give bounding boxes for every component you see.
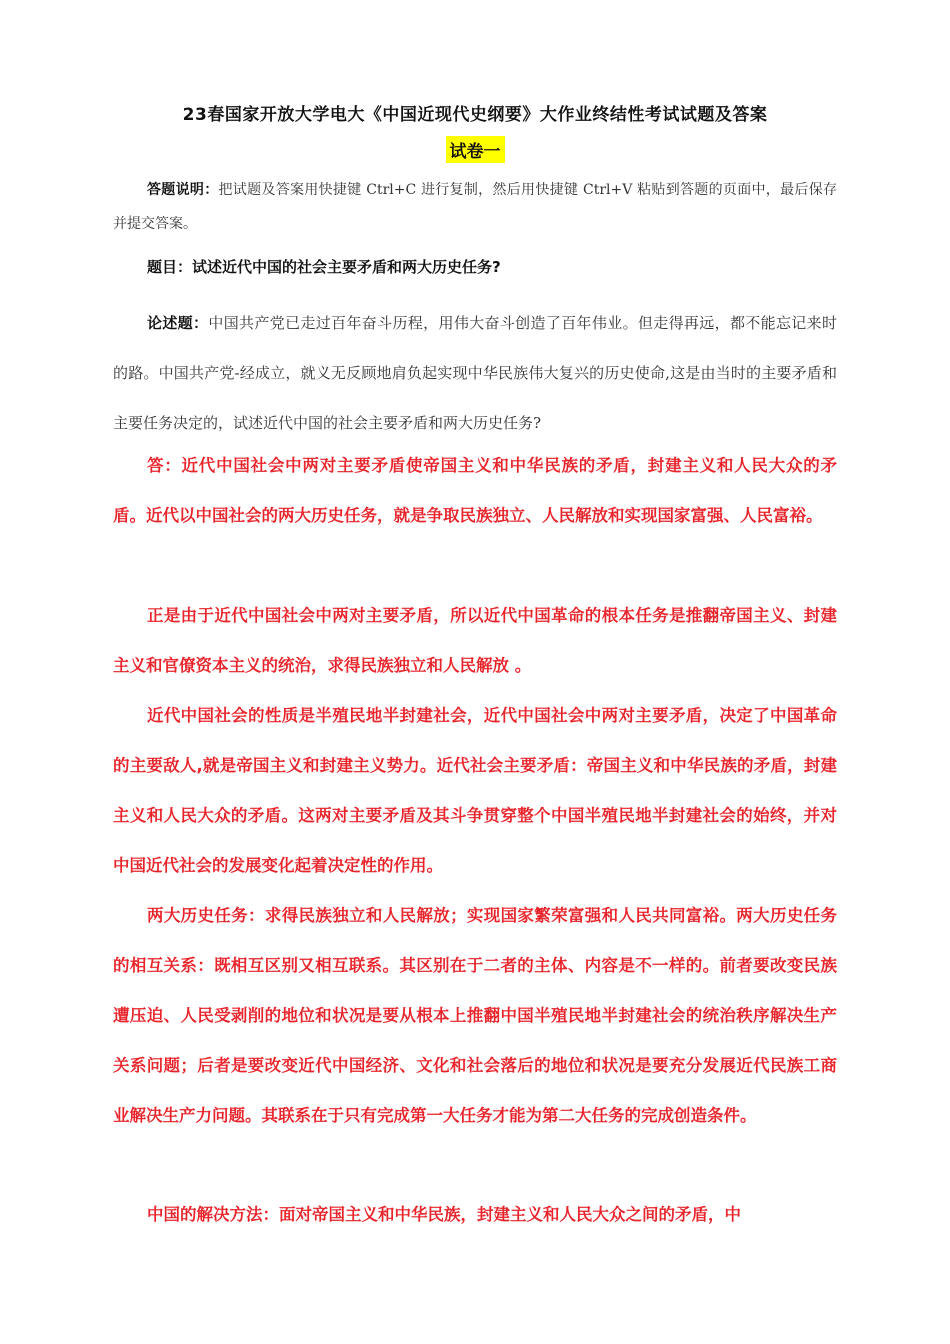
subtitle-wrapper	[0, 136, 950, 163]
answer-paragraph-3: 近代中国社会的性质是半殖民地半封建社会，近代中国社会中两对主要矛盾，决定了中国革命的主要敌人,就是帝国主义和封建主义势力。近代社会主要矛盾：帝国主义和中华民族的矛盾，封建主义和人民大众的矛盾。这两对主要矛盾及其斗争贯穿整个中国半殖民地半封建社会的始终，并对中国近代社会的发展变化起着决定性的作用。	[113, 706, 837, 875]
answer-paragraph-1: 答：近代中国社会中两对主要矛盾使帝国主义和中华民族的矛盾，封建主义和人民大众的矛盾。近代以中国社会的两大历史任务，就是争取民族独立、人民解放和实现国家富强、人民富裕。	[113, 456, 837, 525]
essay-text: 中国共产党已走过百年奋斗历程，用伟大奋斗创造了百年伟业。但走得再远，都不能忘记来时的路。中国共产党-经成立，就义无反顾地肩负起实现中华民族伟大复兴的历史使命,这是由当时的主要矛盾和主要任务决定的，试述近代中国的社会主要矛盾和两大历史任务?	[113, 314, 837, 432]
answer-paragraph-4: 两大历史任务：求得民族独立和人民解放；实现国家繁荣富强和人民共同富裕。两大历史任务的相互关系：既相互区别又相互联系。其区别在于二者的主体、内容是不一样的。前者要改变民族遭压迫、人民受剥削的地位和状况是要从根本上推翻中国半殖民地半封建社会的统治秩序解决生产关系问题；后者是要改变近代中国经济、文化和社会落后的地位和状况是要充分发展近代民族工商业解决生产力问题。其联系在于只有完成第一大任务才能为第二大任务的完成创造条件。	[113, 906, 837, 1125]
instruction-paragraph	[113, 173, 837, 241]
essay-paragraph	[113, 298, 837, 448]
document-title: 23春国家开放大学电大《中国近现代史纲要》大作业终结性考试试题及答案	[182, 105, 768, 125]
essay-label: 论述题：	[147, 314, 209, 332]
answer-paragraph-2: 正是由于近代中国社会中两对主要矛盾，所以近代中国革命的根本任务是推翻帝国主义、封建主义和官僚资本主义的统治，求得民族独立和人民解放 。	[113, 606, 837, 675]
instruction-text: 把试题及答案用快捷键 Ctrl+C 进行复制，然后用快捷键 Ctrl+V 粘贴到答题的页面中，最后保存并提交答案。	[113, 182, 837, 232]
question-heading: 题目：试述近代中国的社会主要矛盾和两大历史任务?	[147, 258, 501, 276]
exam-paper-label: 试卷一	[446, 136, 505, 163]
answer-paragraph-5: 中国的解决方法：面对帝国主义和中华民族，封建主义和人民大众之间的矛盾，中	[147, 1205, 741, 1224]
instruction-label: 答题说明：	[147, 182, 219, 198]
